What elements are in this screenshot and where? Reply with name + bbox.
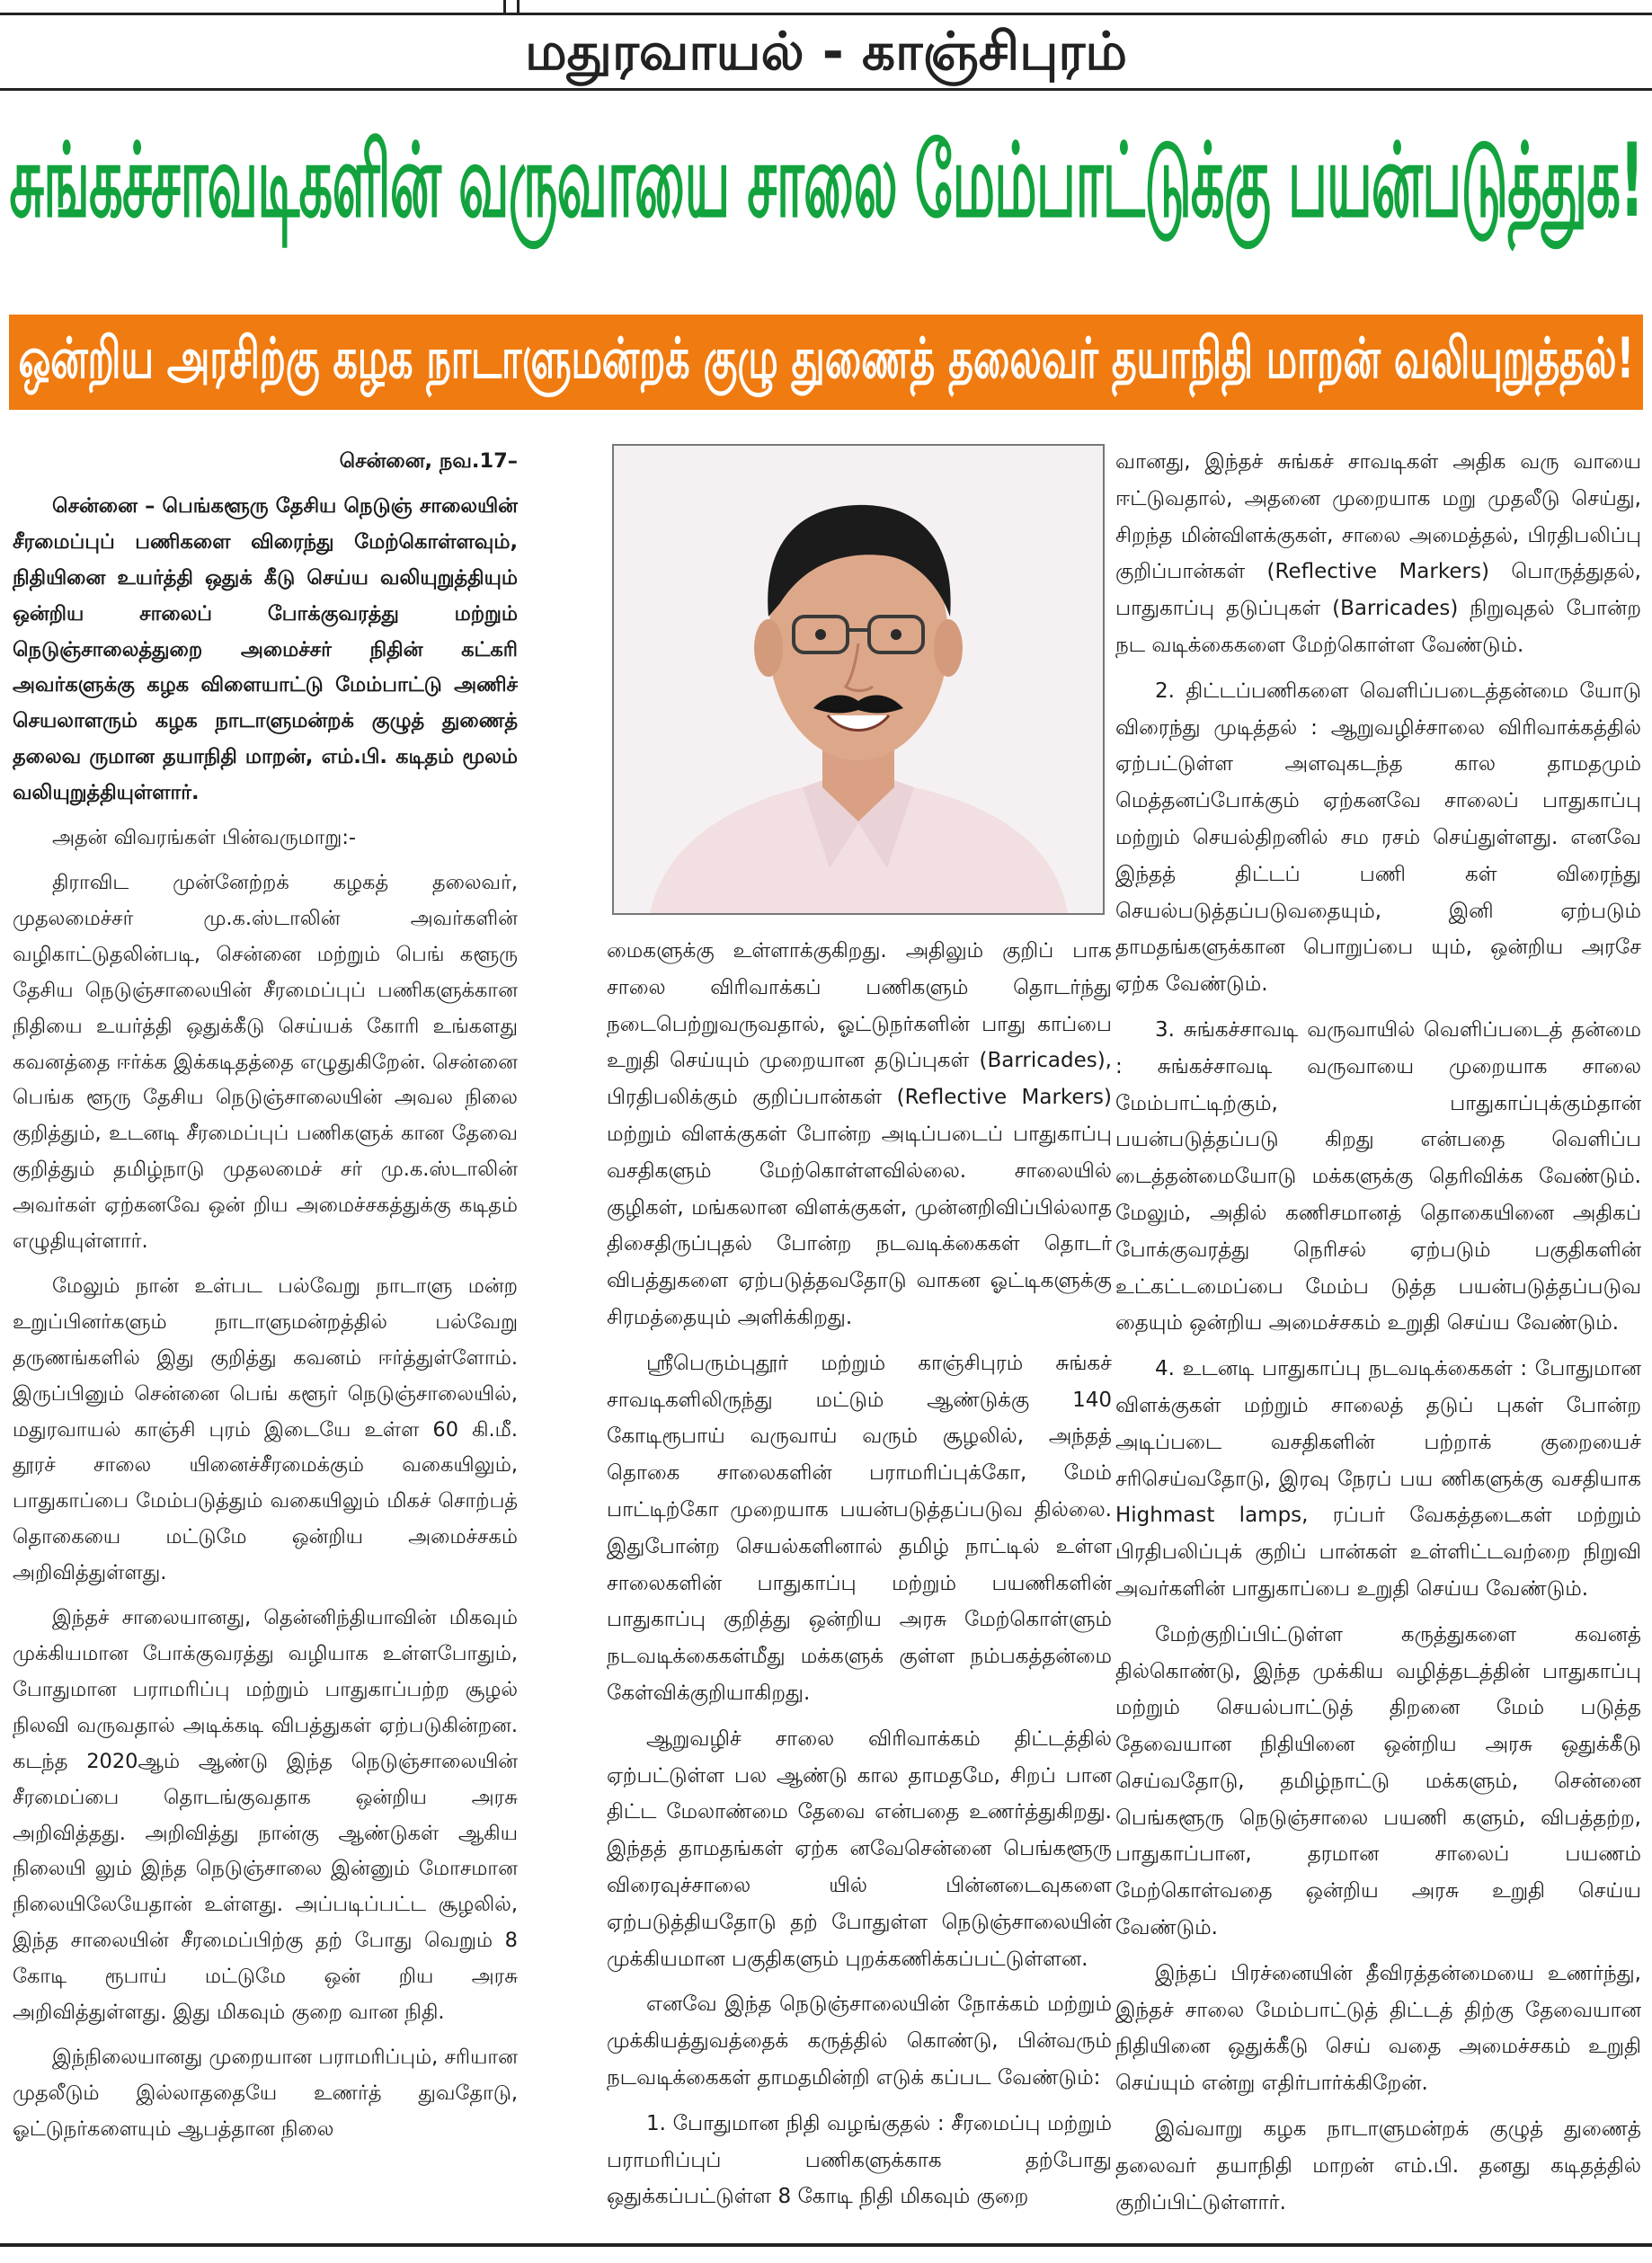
portrait-illustration <box>614 446 1103 913</box>
paragraph: அதன் விவரங்கள் பின்வருமாறு:- <box>52 826 357 850</box>
paragraph: வானது, இந்தச் சுங்கச் சாவடிகள் அதிக வரு வாயை ஈட்டுவதால், அதனை முறையாக மறு முதலீடு செய்து, சிறந்த மின்விளக்குகள், சாலை அமைத்தல், பிரதிபலிப்பு குறிப்பான்கள் (Reflective Markers) பொருத்துதல், பாதுகாப்பு தடுப்புகள் (Barricades) நிறுவுதல் போன்ற நட வடிக்கைகளை மேற்கொள்ள வேண்டும். <box>1115 450 1641 657</box>
paragraph: ஸ்ரீபெரும்புதூர் மற்றும் காஞ்சிபுரம் சுங்கச் சாவடிகளிலிருந்து மட்டும் ஆண்டுக்கு 140 கோடிரூபாய் வருவாய் வரும் சூழலில், அந்தத் தொகை சாலைகளின் பராமரிப்புக்கோ, மேம் பாட்டிற்கோ முறையாக பயன்படுத்தப்படுவ தில்லை. இதுபோன்ற செயல்களினால் தமிழ் நாட்டில் உள்ள சாலைகளின் பாதுகாப்பு மற்றும் பயணிகளின் பாதுகாப்பு குறித்து ஒன்றிய அரசு மேற்கொள்ளும் நடவடிக்கைகள்மீது மக்களுக் குள்ள நம்பகத்தன்மை கேள்விக்குறியாகிறது. <box>607 1351 1112 1705</box>
bottom-rule <box>0 2243 1652 2247</box>
dateline: சென்னை, நவ.17– <box>339 449 518 473</box>
paragraph: மேலும் நான் உள்பட பல்வேறு நாடாளு மன்ற உறுப்பினர்களும் நாடாளுமன்றத்தில் பல்வேறு தருணங்களில் இது குறித்து கவனம் ஈர்த்துள்ளோம். இருப்பினும் சென்னை பெங் களூர் நெடுஞ்சாலையில், மதுரவாயல் காஞ்சி புரம் இடையே உள்ள 60 கி.மீ. தூரச் சாலை யினைச்சீரமைக்கும் வகையிலும், பாதுகாப்பை மேம்படுத்தும் வகையிலும் மிகச் சொற்பத் தொகையை மட்டுமே ஒன்றிய அமைச்சகம் அறிவித்துள்ளது. <box>13 1273 518 1585</box>
top-rule-notch <box>503 0 520 13</box>
paragraph: 4. உடனடி பாதுகாப்பு நடவடிக்கைகள் : போதுமான விளக்குகள் மற்றும் சாலைத் தடுப் புகள் போன்ற அடிப்படை வசதிகளின் பற்றாக் குறையைச் சரிசெய்வதோடு, இரவு நேரப் பய ணிகளுக்கு வசதியாக Highmast lamps, ரப்பர் வேகத்தடைகள் மற்றும் பிரதிபலிப்புக் குறிப் பான்கள் உள்ளிட்டவற்றை நிறுவி அவர்களின் பாதுகாப்பை உறுதி செய்ய வேண்டும். <box>1115 1357 1641 1601</box>
paragraph: இந்தச் சாலையானது, தென்னிந்தியாவின் மிகவும் முக்கியமான போக்குவரத்து வழியாக உள்ளபோதும், போதுமான பராமரிப்பு மற்றும் பாதுகாப்பற்ற சூழல் நிலவி வருவதால் அடிக்கடி விபத்துகள் ஏற்படுகின்றன. கடந்த 2020ஆம் ஆண்டு இந்த நெடுஞ்சாலையின் சீரமைப்பை தொடங்குவதாக ஒன்றிய அரசு அறிவித்தது. அறிவித்து நான்கு ஆண்டுகள் ஆகிய நிலையி லும் இந்த நெடுஞ்சாலை இன்னும் மோசமான நிலையிலேயேதான் உள்ளது. அப்படிப்பட்ட சூழலில், இந்த சாலையின் சீரமைப்பிற்கு தற் போது வெறும் 8 கோடி ரூபாய் மட்டுமே ஒன் றிய அரசு அறிவித்துள்ளது. இது மிகவும் குறை வான நிதி. <box>13 1606 518 2025</box>
paragraph: மேற்குறிப்பிட்டுள்ள கருத்துகளை கவனத் தில்கொண்டு, இந்த முக்கிய வழித்தடத்தின் பாதுகாப்பு மற்றும் செயல்பாட்டுத் திறனை மேம் படுத்த தேவையான நிதியினை ஒன்றிய அரசு ஒதுக்கீடு செய்வதோடு, தமிழ்நாட்டு மக்களும், சென்னை பெங்களூரு நெடுஞ்சாலை பயணி களும், விபத்தற்ற, பாதுகாப்பான, தரமான சாலைப் பயணம் மேற்கொள்வதை ஒன்றிய அரசு உறுதி செய்ய வேண்டும். <box>1115 1622 1641 1940</box>
paragraph: 3. சுங்கச்சாவடி வருவாயில் வெளிப்படைத் தன்மை : சுங்கச்சாவடி வருவாயை முறையாக சாலை மேம்பாட்டிற்கும், பாதுகாப்புக்கும்தான் பயன்படுத்தப்படு கிறது என்பதை வெளிப்ப டைத்தன்மையோடு மக்களுக்கு தெரிவிக்க வேண்டும். மேலும், அதில் கணிசமானத் தொகையினை அதிகப் போக்குவரத்து நெரிசல் ஏற்படும் பகுதிகளின் உட்கட்டமைப்பை மேம்ப டுத்த பயன்படுத்தப்படுவ தையும் ஒன்றிய அமைச்சகம் உறுதி செய்ய வேண்டும். <box>1115 1017 1641 1336</box>
article-column-2 <box>607 933 1112 2224</box>
kicker-title: மதுரவாயல் - காஞ்சிபுரம் <box>0 14 1652 91</box>
paragraph: இந்தப் பிரச்னையின் தீவிரத்தன்மையை உணர்ந்து, இந்தச் சாலை மேம்பாட்டுத் திட்டத் திற்கு தேவையான நிதியினை ஒதுக்கீடு செய் வதை அமைச்சகம் உறுதி செய்யும் என்று எதிர்பார்க்கிறேன். <box>1115 1961 1641 2096</box>
paragraph: இவ்வாறு கழக நாடாளுமன்றக் குழுத் துணைத் தலைவர் தயாநிதி மாறன் எம்.பி. தனது கடிதத்தில் குறிப்பிட்டுள்ளார். <box>1115 2117 1641 2214</box>
article-column-3 <box>1115 444 1641 2230</box>
portrait-photo <box>612 444 1105 915</box>
headline-text: சுங்கச்சாவடிகளின் வருவாயை சாலை மேம்பாட்டுக்கு பயன்படுத்துக! <box>9 120 1643 241</box>
paragraph: 2. திட்டப்பணிகளை வெளிப்படைத்தன்மை யோடு விரைந்து முடித்தல் : ஆறுவழிச்சாலை விரிவாக்கத்தில் ஏற்பட்டுள்ள அளவுகடந்த கால தாமதமும் மெத்தனப்போக்கும் ஏற்கனவே சாலைப் பாதுகாப்பு மற்றும் செயல்திறனில் சம ரசம் செய்துள்ளது. எனவே இந்தத் திட்டப் பணி கள் விரைந்து செயல்படுத்தப்படுவதையும், இனி ஏற்படும் தாமதங்களுக்கான பொறுப்பை யும், ஒன்றிய அரசே ஏற்க வேண்டும். <box>1115 679 1641 997</box>
paragraph: எனவே இந்த நெடுஞ்சாலையின் நோக்கம் மற்றும் முக்கியத்துவத்தைக் கருத்தில் கொண்டு, பின்வரும் நடவடிக்கைகள் தாமதமின்றி எடுக் கப்பட வேண்டும்: <box>607 1992 1112 2090</box>
lede-paragraph: சென்னை – பெங்களூரு தேசிய நெடுஞ் சாலையின் சீரமைப்புப் பணிகளை விரைந்து மேற்கொள்ளவும், நிதியினை உயர்த்தி ஒதுக் கீடு செய்ய வலியுறுத்தியும் ஒன்றிய சாலைப் போக்குவரத்து மற்றும் நெடுஞ்சாலைத்துறை அமைச்சர் நிதின் கட்கரி அவர்களுக்கு கழக விளையாட்டு மேம்பாட்டு அணிச் செயலாளரும் கழக நாடாளுமன்றக் குழுத் துணைத் தலைவ ருமான தயாநிதி மாறன், எம்.பி. கடிதம் மூலம் வலியுறுத்தியுள்ளார். <box>13 493 518 805</box>
subheadline-text: ஒன்றிய அரசிற்கு கழக நாடாளுமன்றக் குழு துணைத் தலைவர் தயாநிதி மாறன் வலியுறுத்தல்! <box>18 325 1634 392</box>
headline <box>0 93 1652 282</box>
paragraph: 1. போதுமான நிதி வழங்குதல் : சீரமைப்பு மற்றும் பராமரிப்புப் பணிகளுக்காக தற்போது ஒதுக்கப்பட்டுள்ள 8 கோடி நிதி மிகவும் குறை <box>607 2111 1112 2209</box>
paragraph: மைகளுக்கு உள்ளாக்குகிறது. அதிலும் குறிப் பாக சாலை விரிவாக்கப் பணிகளும் தொடர்ந்து நடைபெற்றுவருவதால், ஓட்டுநர்களின் பாது காப்பை உறுதி செய்யும் முறையான தடுப்புகள் (Barricades), பிரதிபலிக்கும் குறிப்பான்கள் (Reflective Markers) மற்றும் விளக்குகள் போன்ற அடிப்படைப் பாதுகாப்பு வசதிகளும் மேற்கொள்ளவில்லை. சாலையில் குழிகள், மங்கலான விளக்குகள், முன்னறிவிப்பில்லாத திசைதிருப்புதல் போன்ற நடவடிக்கைகள் தொடர் விபத்துகளை ஏற்படுத்தவதோடு வாகன ஓட்டிகளுக்கு சிரமத்தையும் அளிக்கிறது. <box>607 939 1112 1329</box>
paragraph: இந்நிலையானது முறையான பராமரிப்பும், சரியான முதலீடும் இல்லாததையே உணர்த் துவதோடு, ஓட்டுநர்களையும் ஆபத்தான நிலை <box>13 2045 518 2141</box>
paragraph: ஆறுவழிச் சாலை விரிவாக்கம் திட்டத்தில் ஏற்பட்டுள்ள பல ஆண்டு கால தாமதமே, சிறப் பான திட்ட மேலாண்மை தேவை என்பதை உணர்த்துகிறது. இந்தத் தாமதங்கள் ஏற்க னவேசென்னை பெங்களூரு விரைவுச்சாலை யில் பின்னடைவுகளை ஏற்படுத்தியதோடு தற் போதுள்ள நெடுஞ்சாலையின் முக்கியமான பகுதிகளும் புறக்கணிக்கப்பட்டுள்ளன. <box>607 1726 1112 1971</box>
paragraph: திராவிட முன்னேற்றக் கழகத் தலைவர், முதலமைச்சர் மு.க.ஸ்டாலின் அவர்களின் வழிகாட்டுதலின்படி, சென்னை மற்றும் பெங் களூரு தேசிய நெடுஞ்சாலையின் சீரமைப்புப் பணிகளுக்கான நிதியை உயர்த்தி ஒதுக்கீடு செய்யக் கோரி உங்களது கவனத்தை ஈர்க்க இக்கடிதத்தை எழுதுகிறேன். சென்னை பெங்க ளூரு தேசிய நெடுஞ்சாலையின் அவல நிலை குறித்தும், உடனடி சீரமைப்புப் பணிகளுக் கான தேவை குறித்தும் தமிழ்நாடு முதலமைச் சர் மு.க.ஸ்டாலின் அவர்கள் ஏற்கனவே ஒன் றிய அமைச்சகத்துக்கு கடிதம் எழுதியுள்ளார். <box>13 870 518 1254</box>
subheadline-banner <box>9 315 1643 410</box>
article-column-1 <box>13 444 518 2157</box>
top-rule <box>0 0 1652 15</box>
